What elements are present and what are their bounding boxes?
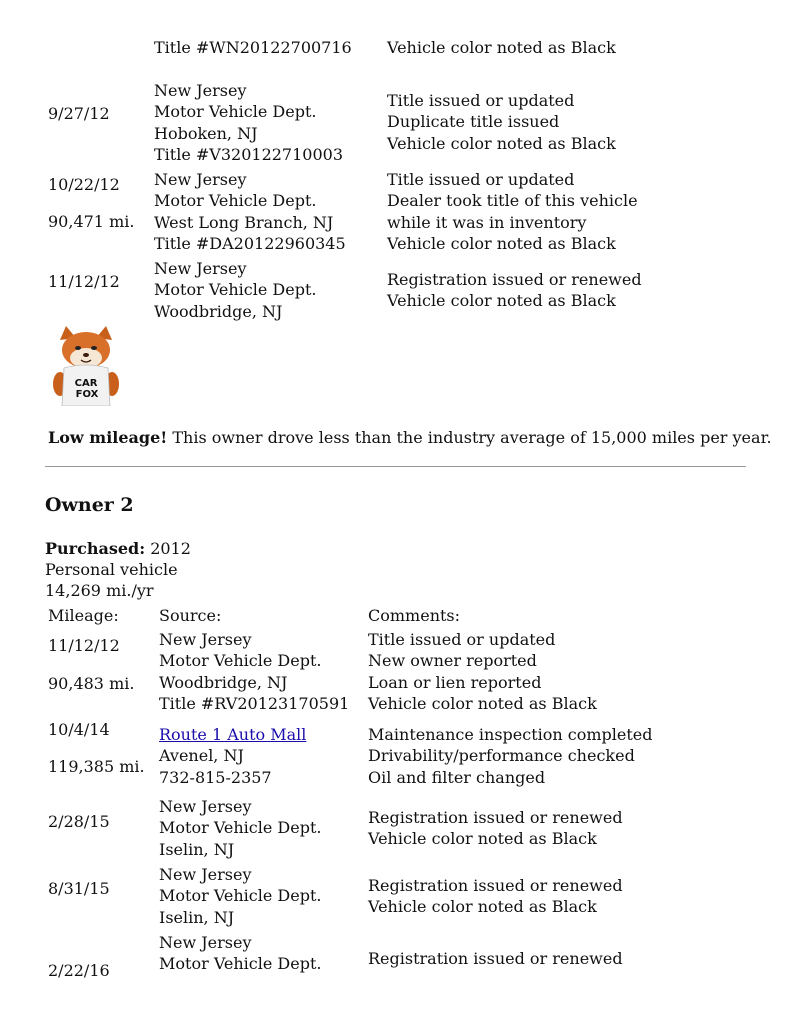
record-source — [154, 80, 343, 166]
source-line: New Jersey — [159, 933, 252, 952]
carfox-mascot-icon — [50, 326, 122, 406]
record-date: 8/31/15 — [48, 879, 110, 898]
record-source — [159, 796, 321, 860]
low-mileage-text: This owner drove less than the industry average of 15,000 miles per year. — [167, 428, 772, 447]
column-header-source: Source: — [159, 606, 222, 625]
record-source — [159, 932, 321, 975]
record-date: 2/22/16 — [48, 961, 110, 980]
record-source — [159, 629, 349, 715]
comment-line: Title issued or updated — [368, 630, 556, 649]
purchased-line — [45, 538, 191, 559]
source-title: Title #WN20122700716 — [154, 38, 352, 57]
record-comments — [387, 90, 616, 154]
comment-line: Vehicle color noted as Black — [387, 291, 616, 311]
record-date: 10/22/12 — [48, 175, 120, 194]
comment-line: Vehicle color noted as Black — [387, 38, 616, 57]
source-line: New Jersey — [159, 797, 252, 816]
comment-line: Vehicle color noted as Black — [368, 829, 597, 849]
owner-type: Personal vehicle — [45, 560, 178, 579]
record-date: 11/12/12 — [48, 272, 120, 291]
record-source — [159, 724, 306, 788]
comment-line: Registration issued or renewed — [368, 808, 623, 827]
record-comments — [368, 948, 623, 969]
source-line: New Jersey — [154, 81, 247, 100]
comment-line: Registration issued or renewed — [387, 270, 642, 289]
source-line: Motor Vehicle Dept. — [159, 651, 322, 671]
source-line: New Jersey — [159, 630, 252, 649]
owner-heading: Owner 2 — [45, 494, 134, 516]
source-line: Woodbridge, NJ — [159, 672, 288, 692]
source-title: Title #RV20123170591 — [159, 694, 350, 714]
source-line: Motor Vehicle Dept. — [154, 280, 317, 300]
comment-line: Oil and filter changed — [368, 767, 546, 787]
record-comments — [387, 269, 642, 312]
comment-line: Vehicle color noted as Black — [387, 234, 616, 254]
comment-line: Registration issued or renewed — [368, 949, 623, 968]
source-line: West Long Branch, NJ — [154, 212, 334, 232]
low-mileage-note — [48, 427, 772, 448]
purchased-value: 2012 — [145, 539, 191, 558]
source-title: Title #V320122710003 — [154, 145, 344, 165]
column-header-mileage: Mileage: — [48, 606, 119, 625]
comment-line: while it was in inventory — [387, 212, 587, 232]
record-source — [154, 37, 352, 58]
record-comments — [368, 807, 623, 850]
source-line: New Jersey — [154, 259, 247, 278]
record-date: 11/12/12 — [48, 636, 120, 655]
purchased-label: Purchased: — [45, 539, 146, 558]
comment-line: Title issued or updated — [387, 170, 575, 189]
source-line: Motor Vehicle Dept. — [159, 818, 322, 838]
comment-line: Vehicle color noted as Black — [387, 133, 616, 153]
low-mileage-label: Low mileage! — [48, 428, 168, 447]
badge-line1: CAR — [74, 378, 98, 389]
record-source — [154, 258, 316, 322]
dealer-link[interactable]: Route 1 Auto Mall — [159, 725, 307, 744]
record-comments — [368, 629, 597, 715]
section-divider — [45, 466, 746, 467]
source-phone: 732-815-2357 — [159, 767, 272, 787]
comment-line: Title issued or updated — [387, 91, 575, 110]
owner-mileage-rate: 14,269 mi./yr — [45, 581, 154, 600]
comment-line: Drivability/performance checked — [368, 746, 635, 766]
source-line: New Jersey — [159, 865, 252, 884]
record-comments — [368, 724, 653, 788]
comment-line: Loan or lien reported — [368, 672, 542, 692]
record-source — [159, 864, 321, 928]
source-line: Avenel, NJ — [159, 746, 244, 766]
source-line: New Jersey — [154, 170, 247, 189]
source-line: Motor Vehicle Dept. — [154, 102, 317, 122]
comment-line: Vehicle color noted as Black — [368, 694, 597, 714]
comment-line: Duplicate title issued — [387, 112, 560, 132]
comment-line: Dealer took title of this vehicle — [387, 191, 638, 211]
source-line: Motor Vehicle Dept. — [159, 886, 322, 906]
record-mileage: 90,483 mi. — [48, 674, 135, 693]
source-line: Iselin, NJ — [159, 839, 235, 859]
record-comments — [387, 169, 638, 255]
record-date: 9/27/12 — [48, 104, 110, 123]
record-mileage: 90,471 mi. — [48, 212, 135, 231]
source-line: Hoboken, NJ — [154, 123, 258, 143]
comment-line: Vehicle color noted as Black — [368, 897, 597, 917]
record-date: 10/4/14 — [48, 720, 110, 739]
column-header-comments: Comments: — [368, 606, 461, 625]
comment-line: Registration issued or renewed — [368, 876, 623, 895]
record-source — [154, 169, 346, 255]
source-line: Woodbridge, NJ — [154, 301, 283, 321]
source-title: Title #DA20122960345 — [154, 234, 346, 254]
source-line: Iselin, NJ — [159, 907, 235, 927]
record-comments — [387, 37, 616, 58]
record-comments — [368, 875, 623, 918]
comment-line: New owner reported — [368, 651, 537, 671]
record-mileage: 119,385 mi. — [48, 757, 145, 776]
source-line: Motor Vehicle Dept. — [159, 954, 322, 974]
source-line: Motor Vehicle Dept. — [154, 191, 317, 211]
comment-line: Maintenance inspection completed — [368, 725, 653, 744]
record-date: 2/28/15 — [48, 812, 110, 831]
badge-line2: FOX — [75, 389, 99, 400]
